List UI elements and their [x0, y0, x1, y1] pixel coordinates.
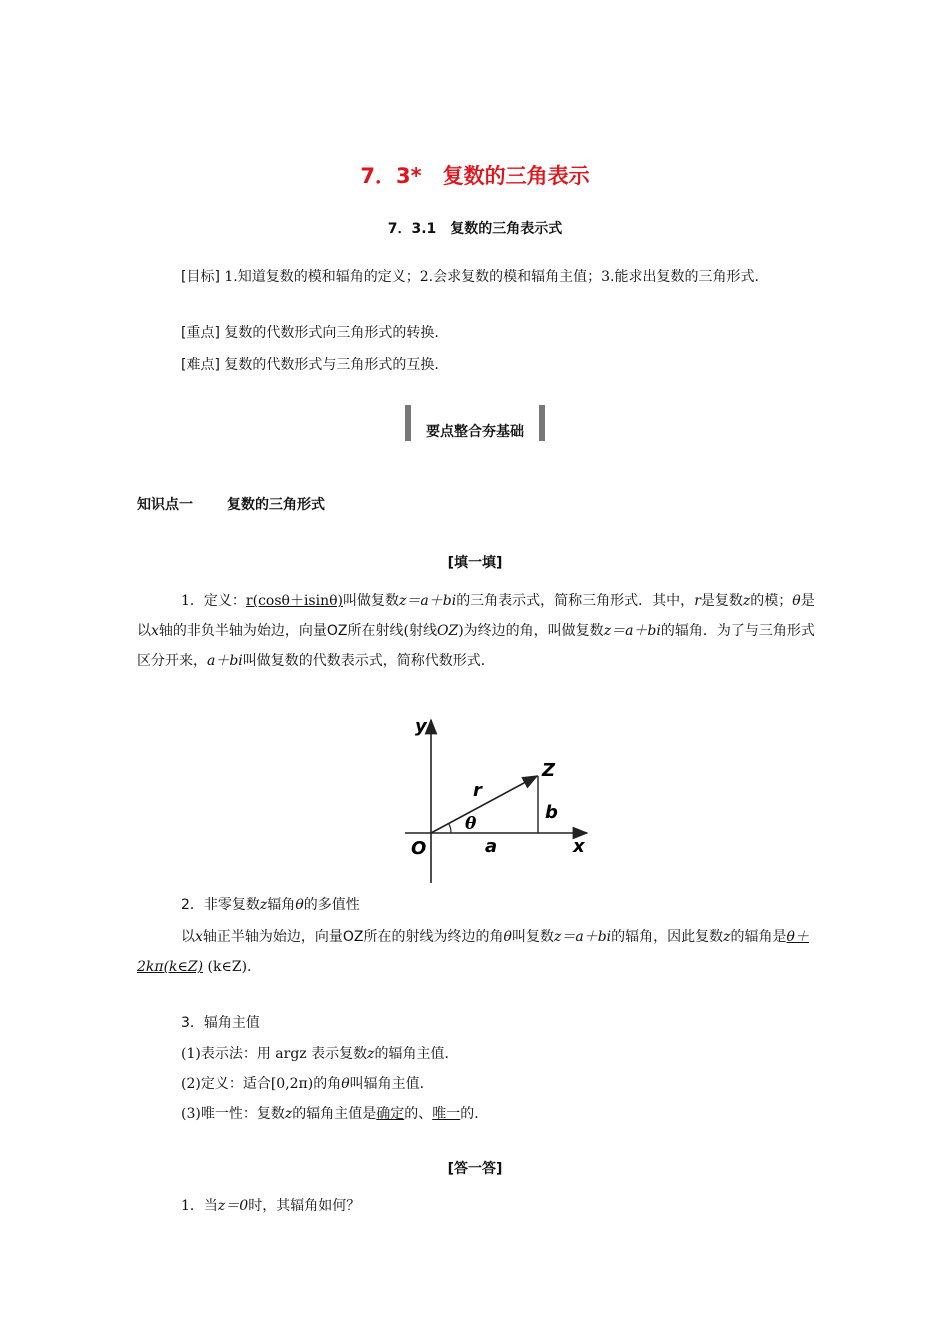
definition-text: 所在射线(射线: [347, 623, 437, 639]
principal-text: 的辐角主值是: [292, 1106, 377, 1122]
label-y: y: [415, 716, 427, 737]
vector-oz: [431, 776, 537, 833]
principal-line-3: [181, 1103, 488, 1123]
principal-theta: θ: [341, 1076, 350, 1092]
principal-text: (2)定义：适合[0,2π)的角: [181, 1076, 342, 1092]
knowledge-label: 知识点一: [137, 497, 193, 513]
key-text: 复数的代数形式向三角形式的转换.: [224, 325, 439, 341]
definition-text: 轴的非负半轴为始边，向量: [158, 623, 327, 639]
target-paragraph: [137, 262, 815, 292]
principal-text: 的．: [460, 1106, 489, 1122]
principal-text: 叫辐角主值．: [349, 1076, 434, 1092]
principal-text: 的、: [404, 1106, 433, 1122]
definition-formula: r(cosθ＋isinθ): [245, 593, 344, 609]
difficult-paragraph: [137, 350, 815, 380]
definition-text: 的辐角．为了与三角形式区分开来，: [137, 623, 815, 669]
principal-text: (1)表示法：用 argz 表示复数: [181, 1046, 368, 1062]
difficult-text: 复数的代数形式与三角形式的互换.: [224, 357, 439, 373]
nonzero-text: 以: [181, 929, 195, 945]
label-b: b: [545, 802, 558, 823]
key-paragraph: [137, 318, 815, 348]
label-x: x: [573, 836, 585, 857]
subsection-title: 7．3.1 复数的三角表示式: [387, 221, 563, 237]
definition-text: 叫做复数: [343, 593, 400, 609]
nonzero-vector: OZ: [342, 929, 364, 945]
label-o: O: [411, 838, 427, 859]
nonzero-text: 所在的射线为终边的角: [363, 929, 504, 945]
definition-z: z: [742, 593, 751, 609]
definition-theta: θ: [792, 593, 801, 609]
nonzero-formula: θ＋2kπ(k∈Z): [137, 929, 809, 975]
definition-oz: OZ: [437, 623, 459, 639]
nonzero-text: 叫复数: [511, 929, 554, 945]
section-title: 7．3* 复数的三角表示: [360, 164, 590, 188]
nonzero-zeq: z＝a＋bi: [553, 929, 612, 945]
label-r: r: [473, 780, 482, 801]
principal-z: z: [284, 1106, 293, 1122]
principal-z: z: [367, 1046, 375, 1062]
nonzero-text: 轴正半轴为始边，向量: [202, 929, 343, 945]
difficult-tag: [难点]: [181, 357, 220, 373]
section-banner: [405, 405, 545, 441]
nonzero-heading-text: 2．非零复数: [181, 897, 260, 913]
definition-number: 1．: [181, 593, 204, 609]
nonzero-theta: θ: [503, 929, 512, 945]
nonzero-z: z: [723, 929, 731, 945]
principal-underlined: 唯一: [432, 1106, 461, 1122]
definition-text: 叫做复数的代数表示式，简称代数形式．: [242, 653, 495, 669]
knowledge-name: 复数的三角形式: [227, 497, 325, 513]
definition-r: r: [694, 593, 701, 609]
nonzero-heading-z: z: [259, 897, 268, 913]
question-text: 1．当: [181, 1198, 218, 1214]
principal-underlined: 确定: [376, 1106, 405, 1122]
definition-text: 的模；: [750, 593, 793, 609]
nonzero-text: (k∈Z).: [203, 959, 252, 975]
answer-heading: [答一答]: [447, 1161, 503, 1177]
definition-abi: a＋bi: [207, 653, 243, 669]
nonzero-heading-theta: θ: [295, 897, 304, 913]
principal-line-2: [181, 1073, 434, 1093]
definition-x: x: [151, 623, 159, 639]
principal-heading: 3．辐角主值: [181, 1015, 260, 1031]
complex-plane-diagram: [395, 708, 595, 888]
definition-text: )为终边的角，叫做复数: [458, 623, 604, 639]
label-a: a: [485, 836, 498, 857]
banner-right-bar: [539, 405, 545, 441]
definition-zeq: z＝a＋bi: [399, 593, 457, 609]
definition-text: 的三角表示式，简称三角形式．其中，: [456, 593, 695, 609]
nonzero-heading-text: 辐角: [267, 897, 296, 913]
question-1: [181, 1195, 360, 1215]
question-z: z＝0: [217, 1198, 249, 1214]
key-tag: [重点]: [181, 325, 220, 341]
definition-paragraph: [137, 586, 815, 676]
banner-text: 要点整合夯基础: [426, 424, 524, 440]
target-text: 1.知道复数的模和辐角的定义；2.会求复数的模和辐角主值；3.能求出复数的三角形式.: [224, 269, 759, 285]
nonzero-text: 的辐角是: [730, 929, 787, 945]
principal-text: (3)唯一性：复数: [181, 1106, 285, 1122]
question-text: 时，其辐角如何？: [248, 1198, 361, 1214]
angle-arc: [449, 824, 451, 833]
definition-vector: OZ: [326, 623, 348, 639]
knowledge-point-heading: [137, 494, 325, 514]
nonzero-text: 的辐角，因此复数: [611, 929, 724, 945]
nonzero-paragraph: [137, 922, 815, 982]
target-tag: [目标]: [181, 269, 220, 285]
definition-zeq: z＝a＋bi: [603, 623, 661, 639]
principal-line-1: [181, 1043, 459, 1063]
label-theta: θ: [465, 814, 477, 834]
principal-text: 的辐角主值．: [374, 1046, 459, 1062]
definition-text: 是复数: [700, 593, 743, 609]
nonzero-x: x: [195, 929, 203, 945]
definition-text: 是以: [137, 593, 815, 639]
fill-heading: [填一填]: [447, 555, 503, 571]
definition-label: 定义：: [203, 593, 246, 609]
nonzero-heading-text: 的多值性: [303, 897, 360, 913]
nonzero-heading: [137, 890, 815, 920]
label-z: Z: [542, 760, 556, 781]
